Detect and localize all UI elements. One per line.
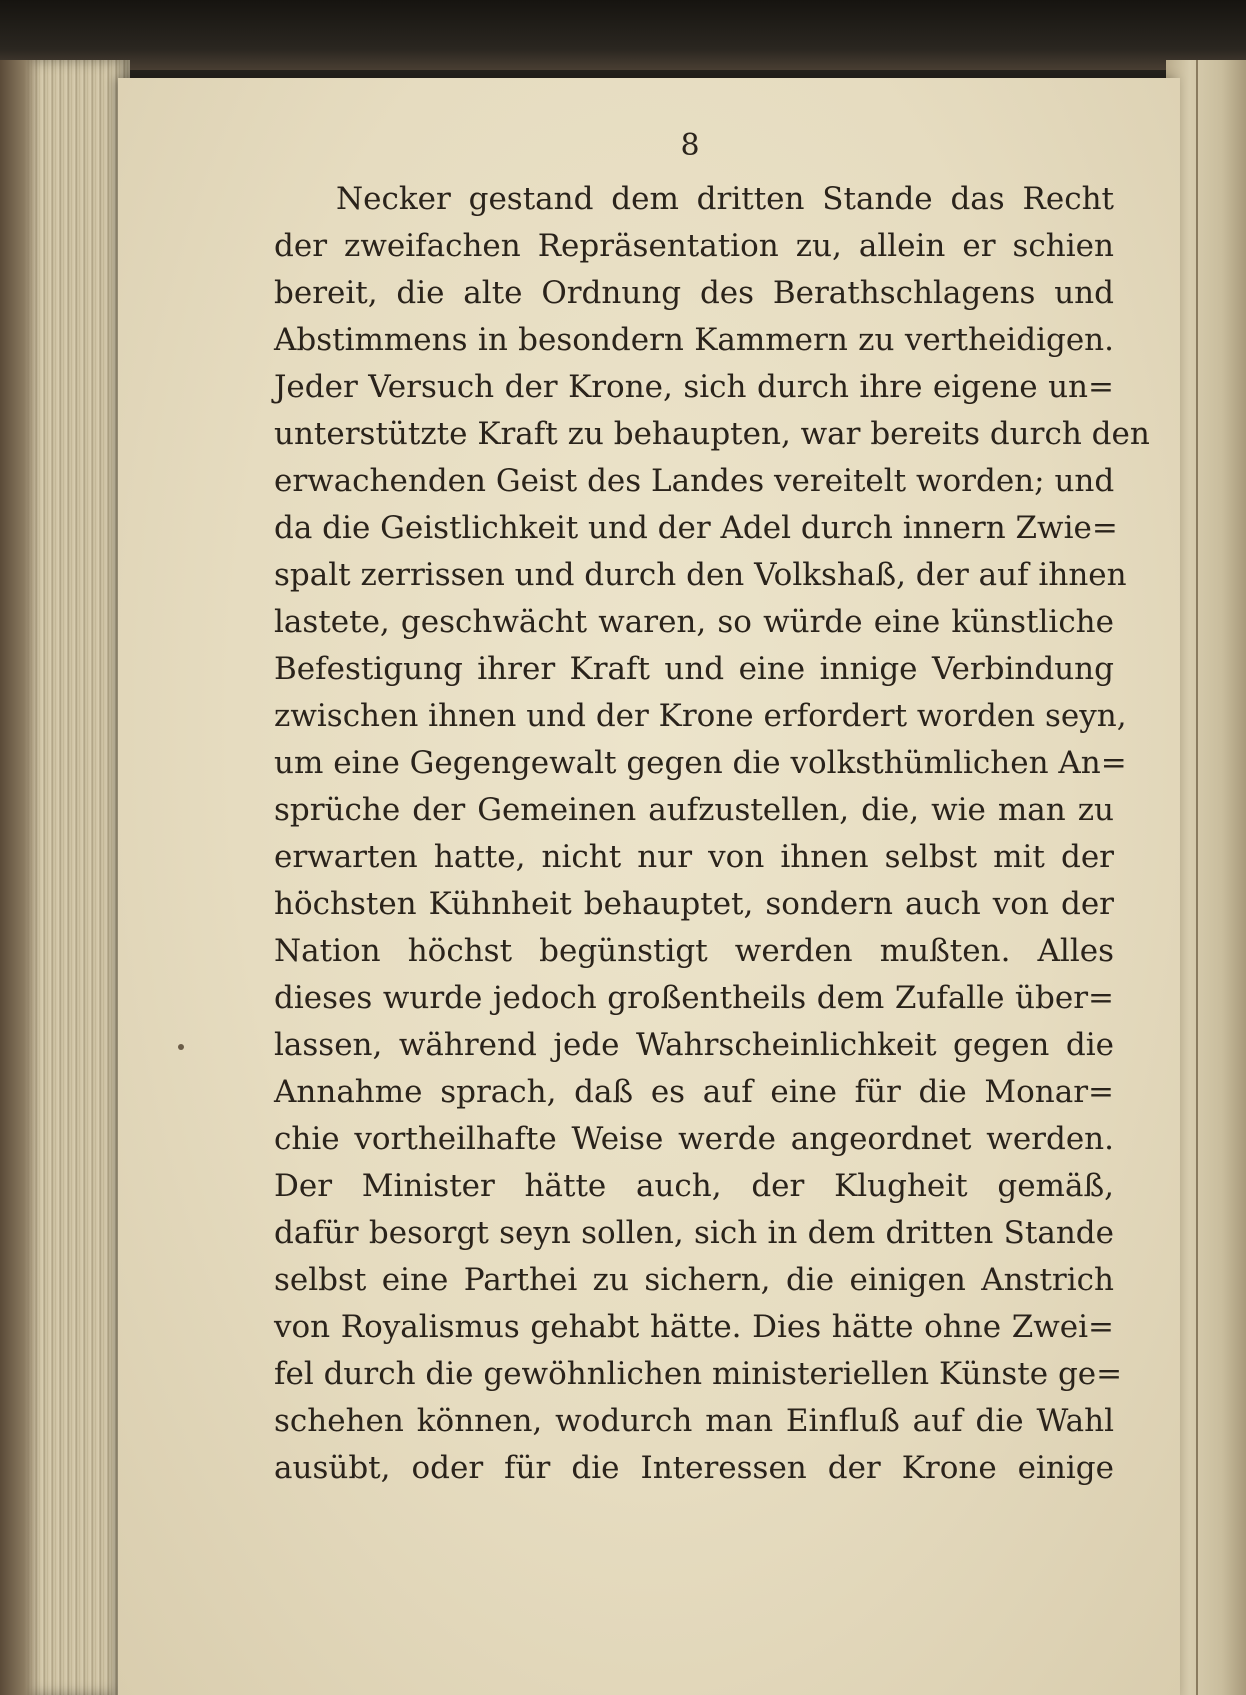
scanner-top-band (0, 0, 1246, 70)
text-line: Befestigung ihrer Kraft und eine innige Verbindung (274, 651, 1114, 687)
text-line: lassen, während jede Wahrscheinlichkeit gegen die (274, 1027, 1114, 1063)
text-line: erwachenden Geist des Landes vereitelt worden; und (274, 463, 1115, 499)
paper-speck (178, 1044, 184, 1050)
text-line: zwischen ihnen und der Krone erfordert worden seyn, (274, 698, 1127, 734)
text-line: Annahme sprach, daß es auf eine für die Monar= (274, 1074, 1114, 1110)
text-line: um eine Gegengewalt gegen die volksthümlichen An= (274, 745, 1127, 781)
text-line: bereit, die alte Ordnung des Berathschlagens und (274, 275, 1114, 311)
text-line: ausübt, oder für die Interessen der Krone einige (274, 1450, 1114, 1486)
text-line: fel durch die gewöhnlichen ministeriellen Künste ge= (274, 1356, 1123, 1392)
text-line: dafür besorgt seyn sollen, sich in dem dritten Stande (274, 1215, 1114, 1251)
page-text (274, 176, 1150, 1492)
text-line: erwarten hatte, nicht nur von ihnen selbst mit der (274, 839, 1114, 875)
text-line: dieses wurde jedoch großentheils dem Zufalle über= (274, 980, 1114, 1016)
text-line: spalt zerrissen und durch den Volkshaß, der auf ihnen (274, 557, 1127, 593)
text-line: schehen können, wodurch man Einfluß auf die Wahl (274, 1403, 1114, 1439)
page-number: 8 (680, 128, 700, 163)
spine-fold-line (1196, 60, 1198, 1695)
text-line: sprüche der Gemeinen aufzustellen, die, wie man zu (274, 792, 1114, 828)
text-line: Nation höchst begünstigt werden mußten. Alles (274, 933, 1114, 969)
text-line: Jeder Versuch der Krone, sich durch ihre eigene un= (274, 369, 1114, 405)
text-line: da die Geistlichkeit und der Adel durch innern Zwie= (274, 510, 1118, 546)
text-line: von Royalismus gehabt hätte. Dies hätte ohne Zwei= (274, 1309, 1114, 1345)
text-line: Abstimmens in besondern Kammern zu vertheidigen. (274, 322, 1114, 358)
text-line: der zweifachen Repräsentation zu, allein er schien (274, 228, 1114, 264)
text-line: lastete, geschwächt waren, so würde eine künstliche (274, 604, 1114, 640)
text-line: unterstützte Kraft zu behaupten, war bereits durch den (274, 416, 1150, 452)
text-line: höchsten Kühnheit behauptet, sondern auch von der (274, 886, 1114, 922)
text-line: chie vortheilhafte Weise werde angeordnet werden. (274, 1121, 1114, 1157)
book-cover-edge (0, 60, 40, 1695)
text-line: selbst eine Parthei zu sichern, die einigen Anstrich (274, 1262, 1114, 1298)
text-line: Der Minister hätte auch, der Klugheit gemäß, (274, 1168, 1114, 1204)
text-line: Necker gestand dem dritten Stande das Recht (336, 181, 1114, 217)
